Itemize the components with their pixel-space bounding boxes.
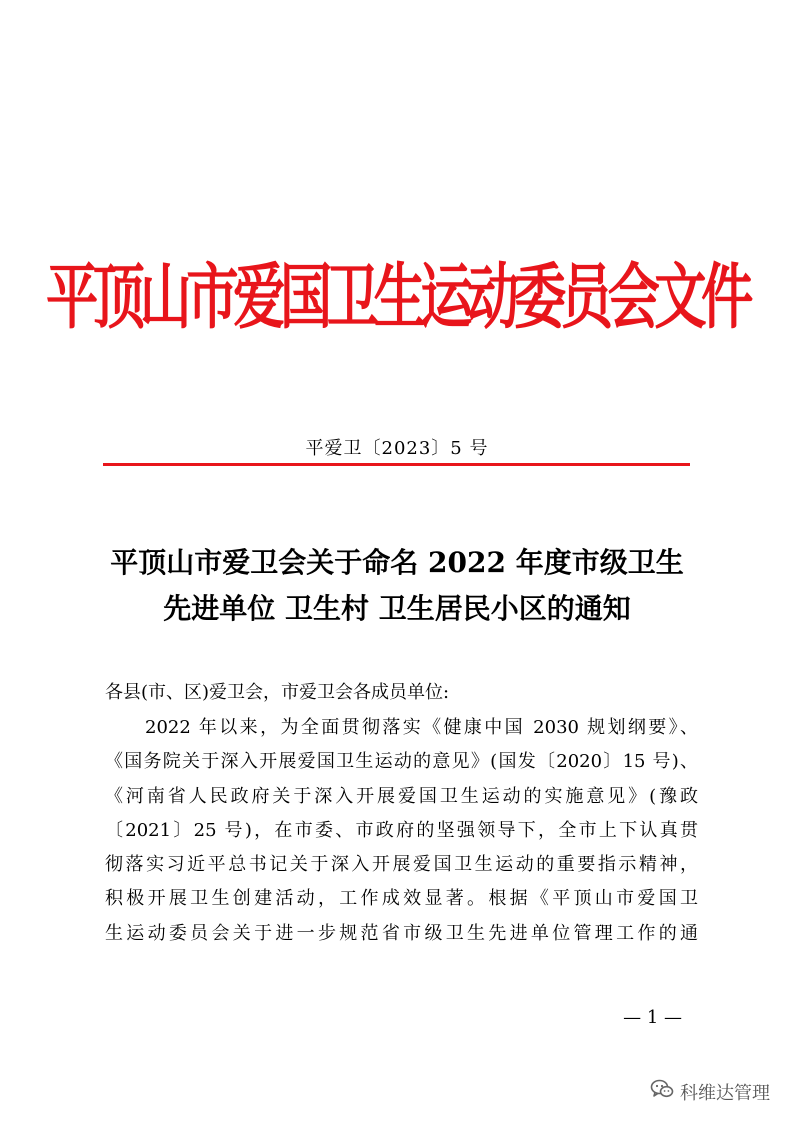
watermark [650,1078,770,1105]
document-number: 平爱卫〔2023〕5 号 [305,438,489,459]
body-paragraph [105,711,698,951]
body-line: 〔2021〕25 号)，在市委、市政府的坚强领导下，全市上下认真贯 [105,819,698,841]
document-title [0,540,794,632]
body-line: 彻落实习近平总书记关于深入开展爱国卫生运动的重要指示精神， [105,854,698,876]
body-line: 2022 年以来，为全面贯彻落实《健康中国 2030 规划纲要》、 [145,717,698,738]
title-line-1: 平顶山市爱卫会关于命名 2022 年度市级卫生 [110,546,684,579]
body-line: 《国务院关于深入开展爱国卫生运动的意见》(国发〔2020〕15 号)、 [105,751,698,773]
watermark-text: 科维达管理 [680,1082,770,1104]
title-line-2: 先进单位 卫生村 卫生居民小区的通知 [163,592,631,625]
page-number: — 1 — [623,1007,682,1028]
issuer-title: 平顶山市爱国卫生运动委员会文件 [45,255,748,339]
salutation: 各县(市、区)爱卫会，市爱卫会各成员单位: [105,682,450,703]
body-line: 生运动委员会关于进一步规范省市级卫生先进单位管理工作的通 [105,922,698,944]
wechat-icon [650,1078,674,1105]
red-divider-line [103,463,690,466]
body-line: 积极开展卫生创建活动，工作成效显著。根据《平顶山市爱国卫 [105,888,698,910]
body-line: 《河南省人民政府关于深入开展爱国卫生运动的实施意见》(豫政 [105,785,698,807]
